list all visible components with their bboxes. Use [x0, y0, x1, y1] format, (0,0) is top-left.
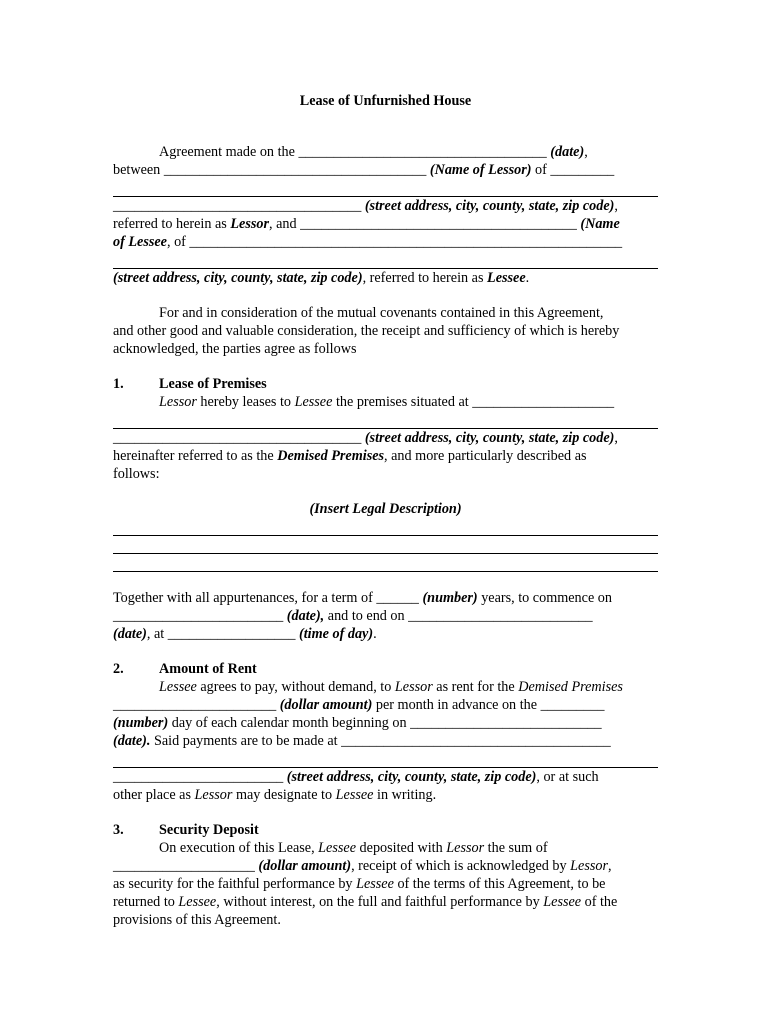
address-blank: ___________________________________: [113, 198, 362, 214]
section-lease-of-premises: [113, 375, 658, 643]
s1-line-3: [113, 429, 658, 447]
text: of the terms of this Agreement, to be: [393, 876, 606, 892]
term-line-3: [113, 625, 658, 643]
date-label: (date): [550, 144, 585, 160]
lessor-name-label: (Name of Lessor): [429, 162, 532, 178]
s2-line-3: [113, 714, 658, 732]
address-label: (street address, city, county, state, zip code): [364, 430, 615, 446]
payment-place-blank: Said payments are to be made at ______________________________________: [150, 733, 611, 749]
address-label: (street address, city, county, state, zip code): [113, 270, 363, 286]
term-line-2: [113, 607, 658, 625]
s2-line-7: [113, 786, 658, 804]
lessor-term: Lessor: [159, 394, 197, 410]
punct: ,: [584, 144, 588, 160]
consideration-line-3: acknowledged, the parties agree as follows: [113, 341, 357, 357]
s1-line-5: follows:: [113, 466, 160, 482]
date-label: (date): [113, 626, 147, 642]
lessee-term: Lessee: [294, 394, 333, 410]
lessee-term: Lessee: [159, 679, 197, 695]
intro-paragraph: [113, 143, 658, 287]
s1-line-4: [113, 447, 658, 465]
amount-blank: _______________________: [113, 697, 280, 713]
text: On execution of this Lease,: [159, 840, 319, 856]
s3-line-2: [113, 857, 658, 875]
s2-line-2: [113, 696, 658, 714]
dollar-amount-label: (dollar amount): [258, 858, 352, 874]
lessee-term: Lessee: [356, 876, 394, 892]
punct: ,: [614, 198, 618, 214]
time-label: (time of day): [299, 626, 374, 642]
number-label: (number): [422, 590, 478, 606]
blank-rule: [113, 179, 658, 197]
blank-rule: [113, 536, 658, 554]
intro-line-8: [113, 269, 658, 287]
text: hereinafter referred to as the: [113, 448, 278, 464]
address-blank: ________________________: [113, 769, 287, 785]
section-number: 1.: [113, 376, 124, 392]
legal-description-label: (Insert Legal Description): [309, 501, 462, 517]
text: referred to herein as: [113, 216, 231, 232]
text: years, to commence on: [477, 590, 612, 606]
section-heading: [113, 821, 658, 839]
text: , receipt of which is acknowledged by: [351, 858, 571, 874]
s3-line-5: provisions of this Agreement.: [113, 912, 281, 928]
term-line-1: [113, 589, 658, 607]
lessee-term: Lessee: [318, 840, 356, 856]
blank-rule: [113, 518, 658, 536]
demised-premises-term: Demised Premises: [518, 679, 623, 695]
text: as security for the faithful performance by: [113, 876, 357, 892]
lessee-term: Lessee: [543, 894, 582, 910]
premises-blank: the premises situated at ____________________: [332, 394, 615, 410]
text: , and more particularly described as: [384, 448, 587, 464]
intro-line-5: [113, 215, 658, 233]
text: , or at such: [536, 769, 599, 785]
text: as rent for the: [432, 679, 519, 695]
lessee-name-label-cont: of Lessee: [113, 234, 167, 250]
date-label: (date),: [286, 608, 325, 624]
s2-line-6: [113, 768, 658, 786]
text: in writing.: [373, 787, 437, 803]
term-blank: Together with all appurtenances, for a term of ______: [113, 590, 423, 606]
date-label: (date).: [113, 733, 151, 749]
section-heading: [113, 375, 658, 393]
lessee-term: Lessee: [178, 894, 217, 910]
lessee-name-blank: , and _______________________________________: [269, 216, 577, 232]
text: hereby leases to: [196, 394, 295, 410]
day-blank: per month in advance on the _________: [372, 697, 605, 713]
section-title: Security Deposit: [159, 822, 259, 838]
document-page: [113, 92, 658, 929]
section-amount-of-rent: [113, 660, 658, 804]
intro-line-1: [113, 143, 658, 161]
section-number: 2.: [113, 661, 124, 677]
punct: ,: [614, 430, 618, 446]
lessee-of-blank: , of _____________________________________________________________: [166, 234, 623, 250]
text: returned to: [113, 894, 179, 910]
text: other place as: [113, 787, 195, 803]
blank-rule: [113, 411, 658, 429]
blank-rule: [113, 554, 658, 572]
document-title: Lease of Unfurnished House: [299, 93, 472, 109]
text: , without interest, on the full and faithful performance by: [216, 894, 544, 910]
text: , referred to herein as: [362, 270, 488, 286]
demised-premises-term: Demised Premises: [277, 448, 385, 464]
s3-line-1: [113, 839, 658, 857]
intro-line-2: [113, 161, 658, 179]
lessor-term: Lessor: [230, 216, 269, 232]
intro-line-4: [113, 197, 658, 215]
s3-line-3: [113, 875, 658, 893]
address-label: (street address, city, county, state, zip code): [286, 769, 537, 785]
lessor-term: Lessor: [394, 679, 433, 695]
intro-line-6: [113, 233, 658, 251]
consideration-paragraph: [113, 304, 658, 358]
lessor-term: Lessor: [570, 858, 608, 874]
punct: .: [525, 270, 530, 286]
end-date-blank: and to end on __________________________: [324, 608, 593, 624]
consideration-line-2: and other good and valuable consideration, the receipt and sufficiency of which is hereby: [113, 323, 620, 339]
s2-line-4: [113, 732, 658, 750]
section-security-deposit: [113, 821, 658, 929]
s3-line-4: [113, 893, 658, 911]
s2-line-1: [113, 678, 658, 696]
section-number: 3.: [113, 822, 124, 838]
dollar-amount-label: (dollar amount): [279, 697, 373, 713]
blank-rule: [113, 251, 658, 269]
address-blank: ___________________________________: [113, 430, 362, 446]
of-blank: of _________: [531, 162, 615, 178]
lessor-term: Lessor: [446, 840, 485, 856]
begin-date-blank: day of each calendar month beginning on ___________________________: [168, 715, 602, 731]
blank-rule: [113, 750, 658, 768]
lessor-term: Lessor: [194, 787, 233, 803]
lessee-term: Lessee: [487, 270, 526, 286]
text: of the: [581, 894, 618, 910]
consideration-line-1: For and in consideration of the mutual covenants contained in this Agreement,: [159, 305, 604, 321]
section-title: Amount of Rent: [159, 661, 257, 677]
address-label: (street address, city, county, state, zip code): [364, 198, 615, 214]
punct: ,: [607, 858, 612, 874]
date-blank: Agreement made on the ___________________________________: [159, 144, 547, 160]
time-blank: , at __________________: [146, 626, 300, 642]
text: agrees to pay, without demand, to: [196, 679, 395, 695]
punct: .: [373, 626, 377, 642]
s1-line-1: [113, 393, 658, 411]
number-label: (number): [113, 715, 169, 731]
lessee-name-label: (Name: [580, 216, 620, 232]
lessee-term: Lessee: [335, 787, 374, 803]
deposit-blank: ____________________: [113, 858, 259, 874]
text: deposited with: [356, 840, 447, 856]
text: the sum of: [484, 840, 548, 856]
start-date-blank: ________________________: [113, 608, 287, 624]
section-title: Lease of Premises: [159, 376, 267, 392]
lessor-name-blank: between _____________________________________: [113, 162, 427, 178]
section-heading: [113, 660, 658, 678]
text: may designate to: [232, 787, 336, 803]
